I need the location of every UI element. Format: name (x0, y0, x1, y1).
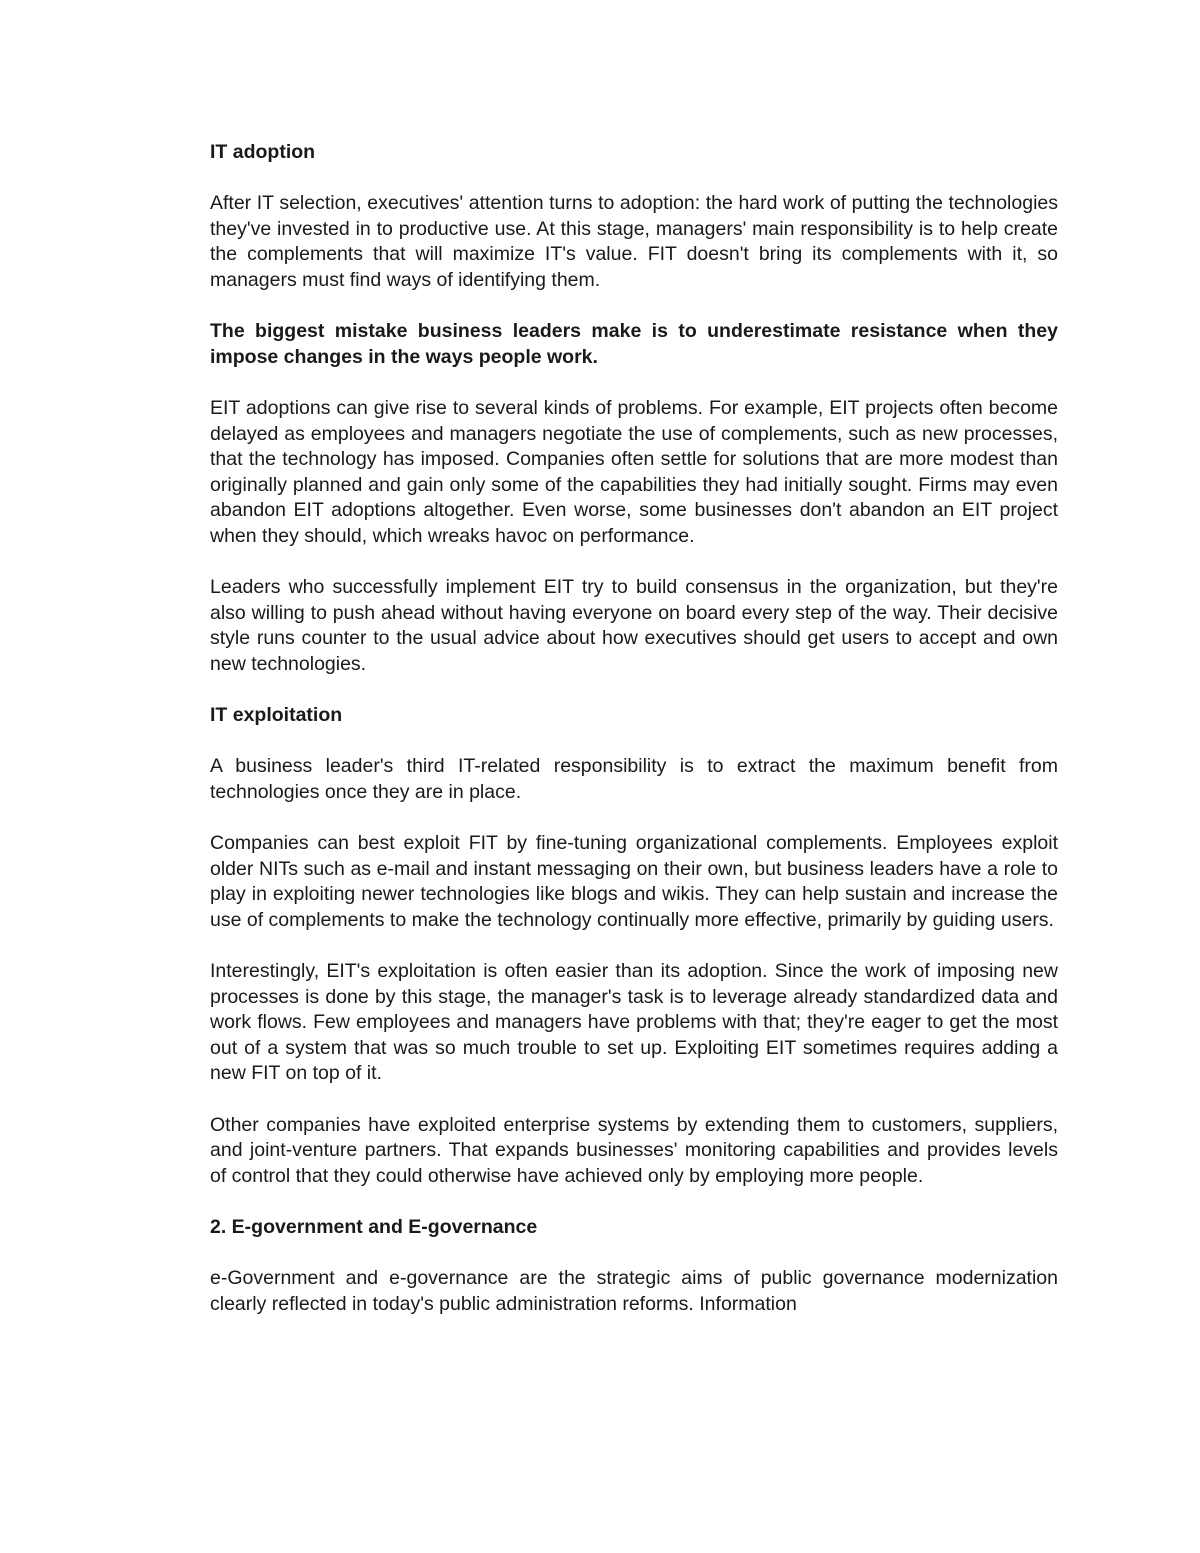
paragraph: Companies can best exploit FIT by fine-tuning organizational complements. Employees exploit older NITs such as e-mail and instant messaging on their own, but business leaders have a role to play in exploiting newer technologies like blogs and wikis. They can help sustain and increase the use of complements to make the technology continually more effective, primarily by guiding users. (210, 832, 1058, 931)
paragraph: EIT adoptions can give rise to several kinds of problems. For example, EIT projects often become delayed as employees and managers negotiate the use of complements, such as new processes, that the technology has imposed. Companies often settle for solutions that are more modest than originally planned and gain only some of the capabilities they had initially sought. Firms may even abandon EIT adoptions altogether. Even worse, some businesses don't abandon an EIT project when they should, which wreaks havoc on performance. (210, 396, 1058, 547)
paragraph: A business leader's third IT-related responsibility is to extract the maximum benefit from technologies once they are in place. (210, 755, 1058, 803)
section-heading-e-government: 2. E-government and E-governance (210, 1215, 538, 1238)
section-heading-it-adoption: IT adoption (210, 141, 316, 163)
bold-callout: The biggest mistake business leaders make is to underestimate resistance when they impose changes in the ways people work. (210, 320, 1058, 368)
section-heading-it-exploitation: IT exploitation (210, 704, 343, 727)
paragraph: Leaders who successfully implement EIT try to build consensus in the organization, but they're also willing to push ahead without having everyone on board every step of the way. Their decisive style runs counter to the usual advice about how executives should get users to accept and own new technologies. (210, 576, 1058, 675)
paragraph: e-Government and e-governance are the strategic aims of public governance modernization clearly reflected in today's public administration reforms. Information (210, 1267, 1058, 1315)
paragraph: Other companies have exploited enterprise systems by extending them to customers, suppliers, and joint-venture partners. That expands businesses' monitoring capabilities and provides levels of control that they could otherwise have achieved only by employing more people. (210, 1113, 1058, 1187)
document-page (210, 140, 1058, 1343)
paragraph: After IT selection, executives' attention turns to adoption: the hard work of putting the technologies they've invested in to productive use. At this stage, managers' main responsibility is to help create the complements that will maximize IT's value. FIT doesn't bring its complements with it, so managers must find ways of identifying them. (210, 192, 1058, 291)
paragraph: Interestingly, EIT's exploitation is often easier than its adoption. Since the work of imposing new processes is done by this stage, the manager's task is to leverage already standardized data and work flows. Few employees and managers have problems with that; they're eager to get the most out of a system that was so much trouble to set up. Exploiting EIT sometimes requires adding a new FIT on top of it. (210, 960, 1058, 1085)
